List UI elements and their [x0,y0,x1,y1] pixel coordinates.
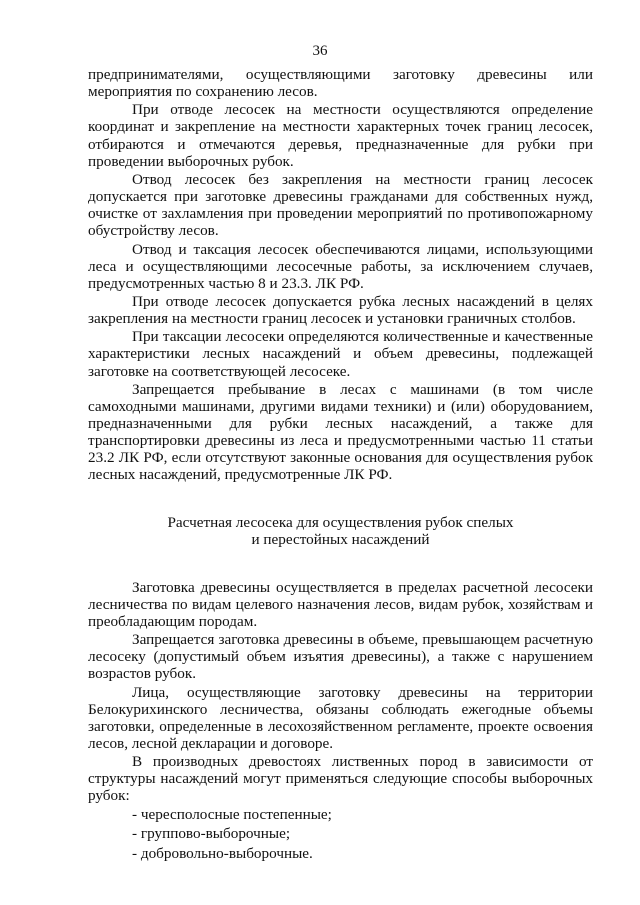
cutting-methods-list [88,806,593,861]
section-heading [88,514,593,548]
list-item: - группово-выборочные; [132,825,291,843]
paragraph: Запрещается заготовка древесины в объеме, превышающем расчетную лесосеку (допустимый объем изъятия древесины), а также с нарушением возрастов рубок. [88,631,593,683]
paragraph: Отвод и таксация лесосек обеспечиваются лицами, использующими леса и осуществляющими лесосечные работы, за исключением случаев, предусмотренных частью 8 и 23.3. ЛК РФ. [88,240,593,292]
paragraph: При отводе лесосек допускается рубка лесных насаждений в целях закрепления на местности границ лесосек и установки граничных столбов. [88,292,593,328]
document-body [88,66,593,864]
page-number: 36 [312,43,328,59]
paragraph: При таксации лесосеки определяются количественные и качественные характеристики лесных насаждений и объем древесины, подлежащей заготовке на соответствующей лесосеке. [88,328,593,380]
section-heading-line: Расчетная лесосека для осуществления рубок спелых [167,514,514,532]
paragraph: предпринимателями, осуществляющими заготовку древесины или мероприятия по сохранению лесов. [88,66,593,101]
paragraph: Отвод лесосек без закрепления на местности границ лесосек допускается при заготовке древесины гражданами для собственных нужд, очистке от захламления при проведении мероприятий по противопожарному обустройству лесов. [88,170,593,240]
paragraph: Запрещается пребывание в лесах с машинами (в том числе самоходными машинами, другими видами техники) и (или) оборудованием, предназначенными для рубки лесных насаждений, а также для транспортировки древесины из леса и предусмотренными частью 11 статьи 23.2 ЛК РФ, если отсутствуют законные основания для осуществления рубок лесных насаждений, предусмотренные ЛК РФ. [88,380,593,484]
paragraph: Лица, осуществляющие заготовку древесины на территории Белокурихинского лесничества, обязаны соблюдать ежегодные объемы заготовки, определенные в лесохозяйственном регламенте, проекте освоения лесов, лесной декларации и договоре. [88,683,593,752]
list-item: - добровольно-выборочные. [132,844,313,862]
paragraph: В производных древостоях лиственных пород в зависимости от структуры насаждений могут применяться следующие способы выборочных рубок: [88,753,593,805]
section-heading-line: и перестойных насаждений [251,531,430,549]
paragraph: При отводе лесосек на местности осуществляются определение координат и закрепление на местности характерных точек границ лесосек, отбираются и отмечаются деревья, предназначенные для рубки при проведении выборочных рубок. [88,101,593,170]
list-item: - чересполосные постепенные; [132,806,332,824]
paragraph: Заготовка древесины осуществляется в пределах расчетной лесосеки лесничества по видам целевого назначения лесов, видам рубок, хозяйствам и преобладающим породам. [88,578,593,630]
